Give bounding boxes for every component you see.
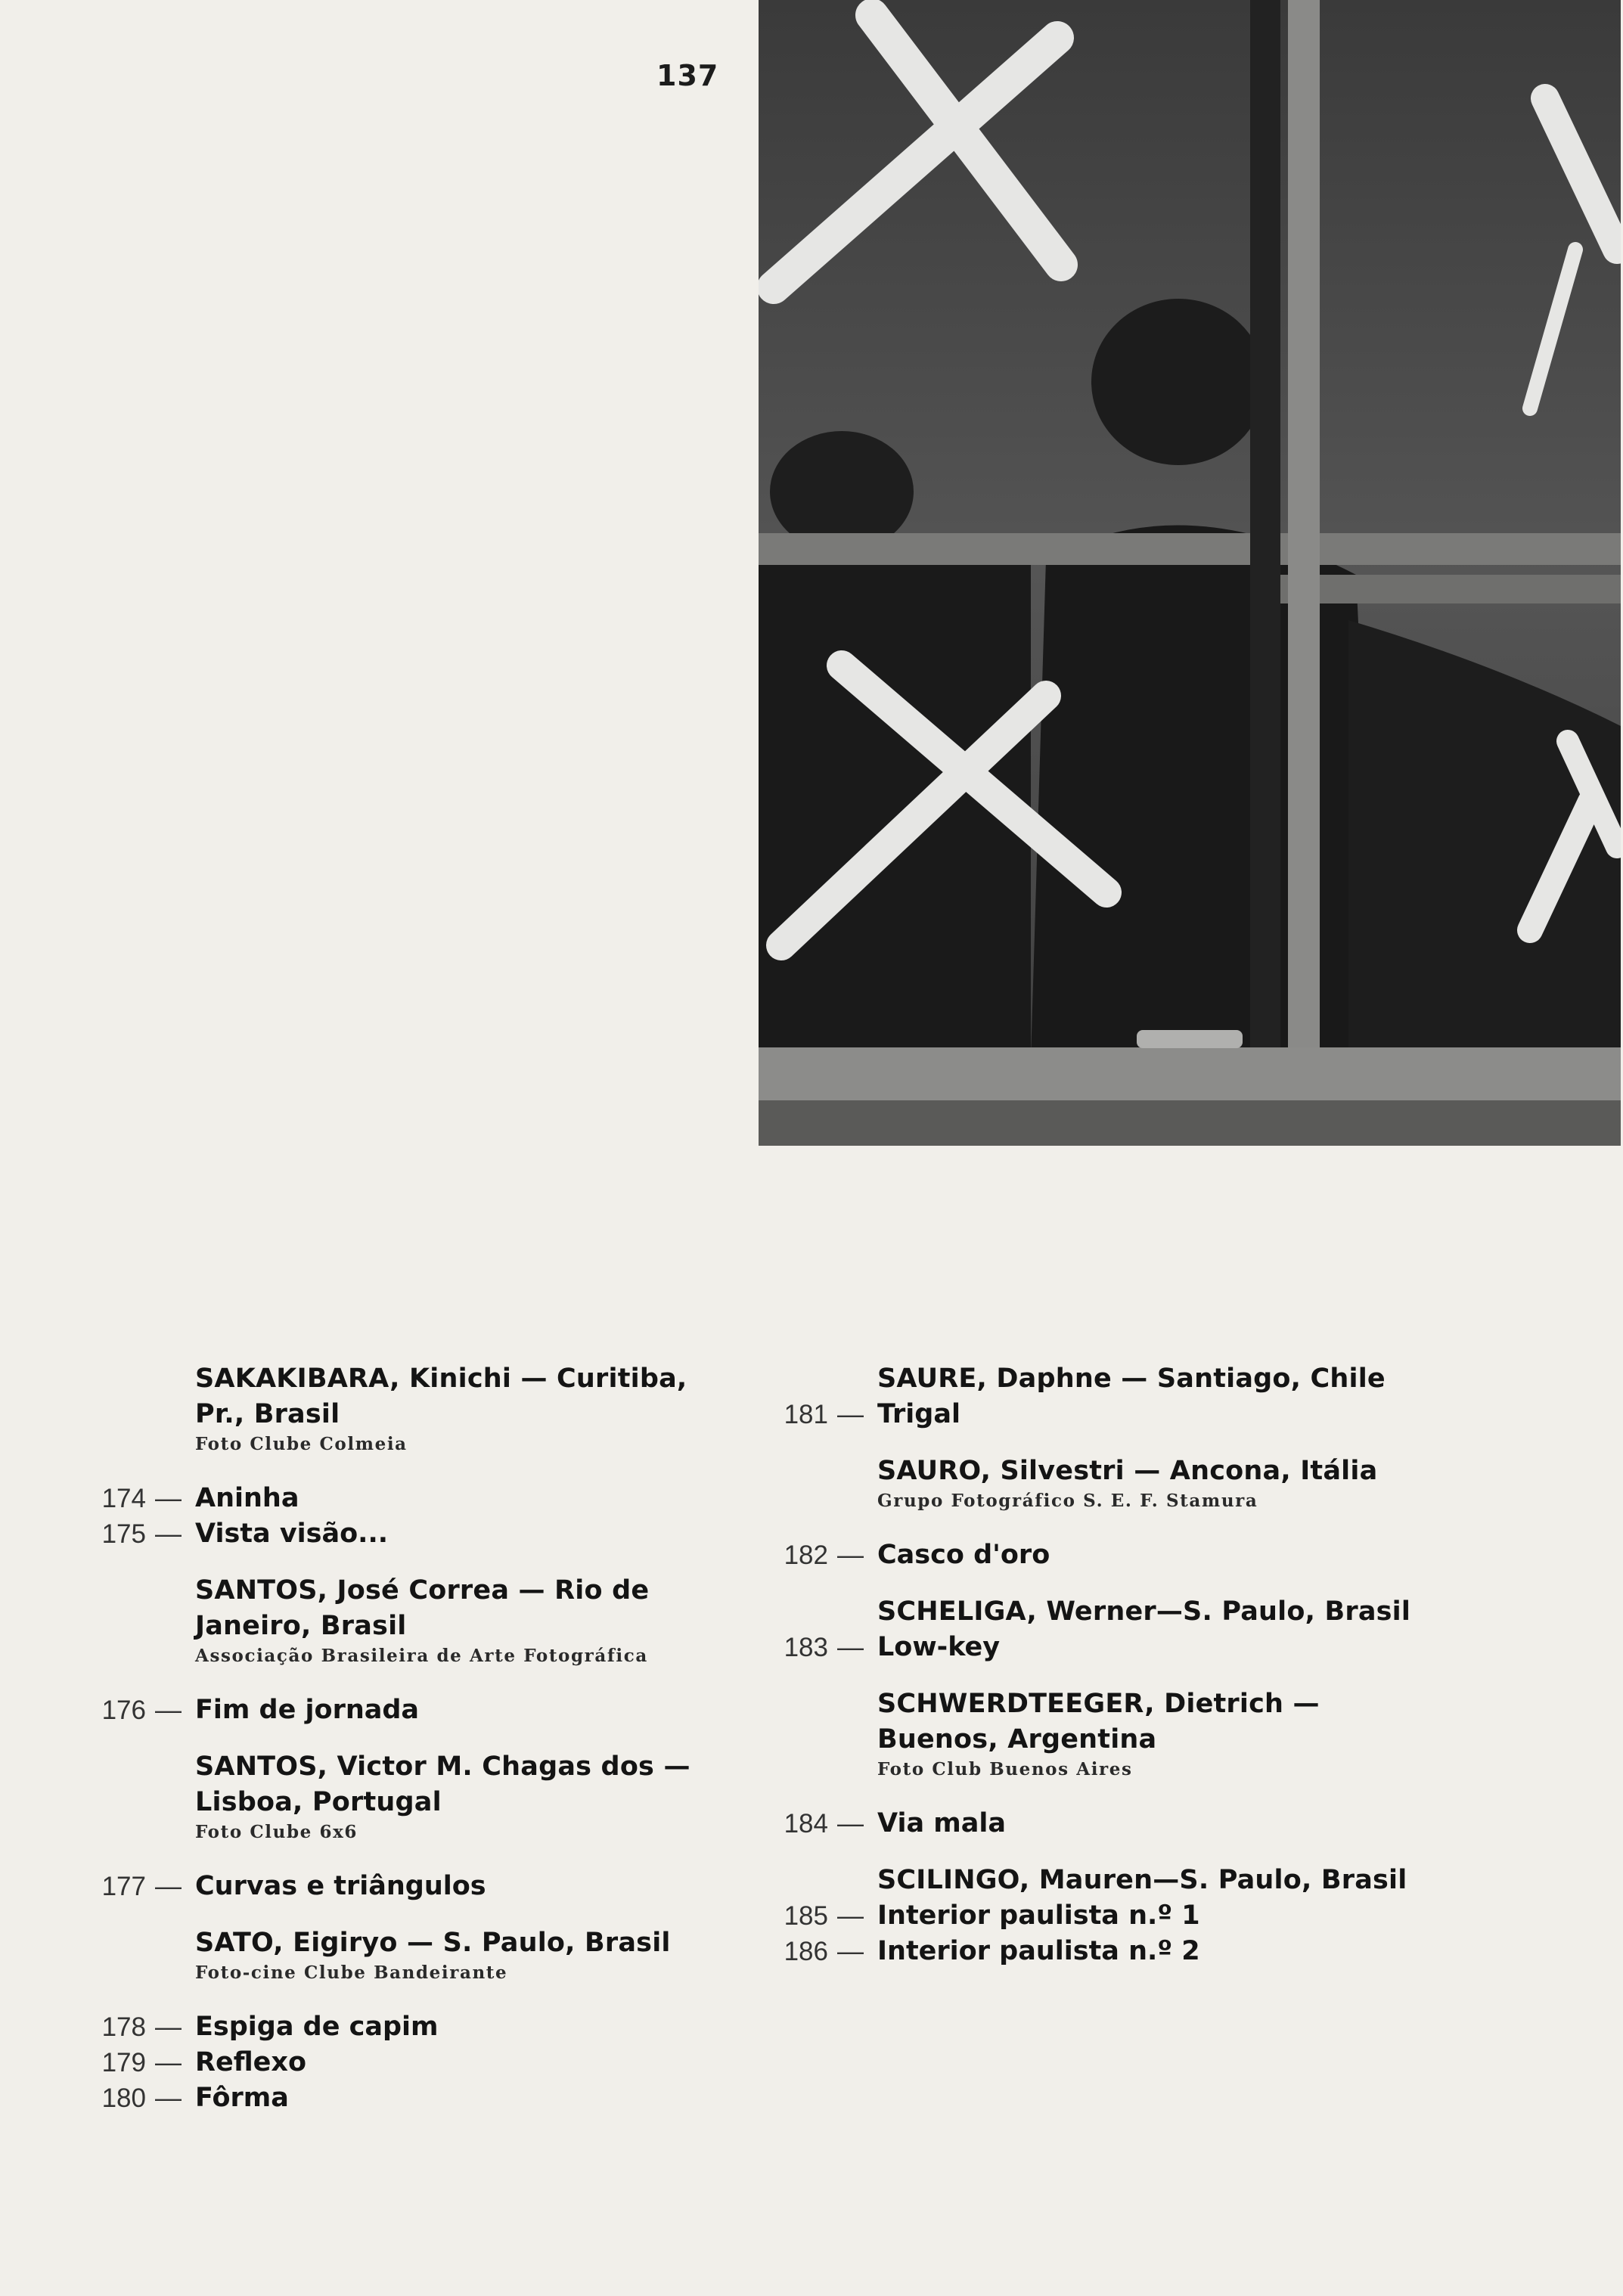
entry-saure [784,1361,1558,1432]
work-item [101,1481,815,1516]
entry-club: Grupo Fotográfico S. E. F. Stamura [877,1491,1258,1511]
entry-name-line: SANTOS, José Correa — Rio de [195,1575,650,1606]
work-number: 183 — [784,1633,864,1662]
entry-club: Foto-cine Clube Bandeirante [195,1962,508,1983]
work-item [101,2080,815,2116]
work-title: Interior paulista n.º 2 [877,1936,1200,1966]
work-title: Curvas e triângulos [195,1871,486,1901]
work-number: 175 — [101,1519,182,1549]
work-number: 186 — [784,1937,864,1966]
entry-sakakibara [101,1361,815,1552]
work-number: 176 — [101,1696,182,1725]
work-item [784,1934,1558,1969]
work-number: 180 — [101,2083,182,2113]
work-number: 182 — [784,1540,864,1570]
work-title: Casco d'oro [877,1540,1050,1570]
entry-name-line: SCHELIGA, Werner—S. Paulo, Brasil [877,1596,1411,1627]
work-item [101,1516,815,1552]
entry-scilingo [784,1863,1558,1969]
work-item [101,2009,815,2045]
entry-name-line: Pr., Brasil [195,1399,340,1429]
entry-name-line: SATO, Eigiryo — S. Paulo, Brasil [195,1928,671,1958]
entry-name-line: SANTOS, Victor M. Chagas dos — [195,1751,690,1782]
work-number: 184 — [784,1809,864,1838]
work-title: Interior paulista n.º 1 [877,1900,1200,1931]
work-title: Aninha [195,1483,299,1513]
work-title: Via mala [877,1808,1006,1838]
entry-sato [101,1925,815,2116]
entry-club: Foto Club Buenos Aires [877,1759,1133,1779]
entry-name-line: SAKAKIBARA, Kinichi — Curitiba, [195,1364,687,1394]
work-number: 178 — [101,2012,182,2042]
entry-sauro [784,1454,1558,1573]
work-item [784,1630,1558,1665]
entry-club: Foto Clube 6x6 [195,1822,358,1842]
entry-club: Associação Brasileira de Arte Fotográfica [195,1646,648,1666]
entry-scheliga [784,1594,1558,1665]
entry-santos-victor [101,1749,815,1904]
entry-club: Foto Clube Colmeia [195,1434,408,1454]
work-item [101,2045,815,2080]
work-item [784,1537,1558,1573]
entry-name-line: SAURE, Daphne — Santiago, Chile [877,1364,1386,1394]
work-title: Trigal [877,1399,960,1429]
window-photo-illustration [759,0,1621,1146]
photograph-window-with-x-marks [759,0,1621,1146]
work-title: Vista visão... [195,1519,389,1549]
work-title: Fôrma [195,2083,289,2113]
entry-name-line: SCILINGO, Mauren—S. Paulo, Brasil [877,1865,1407,1895]
entry-santos-jose [101,1573,815,1728]
entry-name-line: Janeiro, Brasil [195,1611,407,1641]
work-item [101,1693,815,1728]
entry-schwerdteeger [784,1686,1558,1841]
entry-name-line: Buenos, Argentina [877,1724,1157,1755]
work-title: Low-key [877,1632,1001,1662]
left-entries-column [101,1361,815,2116]
work-number: 177 — [101,1872,182,1901]
work-number: 185 — [784,1901,864,1931]
work-title: Reflexo [195,2047,306,2077]
work-number: 174 — [101,1484,182,1513]
entry-name-line: SCHWERDTEEGER, Dietrich — [877,1689,1320,1719]
work-item [784,1806,1558,1841]
right-entries-column [784,1361,1558,1969]
work-title: Fim de jornada [195,1695,420,1725]
work-number: 179 — [101,2048,182,2077]
work-item [101,1869,815,1904]
page-number: 137 [656,59,719,92]
work-item [784,1397,1558,1432]
work-item [784,1898,1558,1934]
entry-name-line: SAURO, Silvestri — Ancona, Itália [877,1456,1378,1486]
entry-name-line: Lisboa, Portugal [195,1787,442,1817]
work-number: 181 — [784,1400,864,1429]
work-title: Espiga de capim [195,2012,439,2042]
